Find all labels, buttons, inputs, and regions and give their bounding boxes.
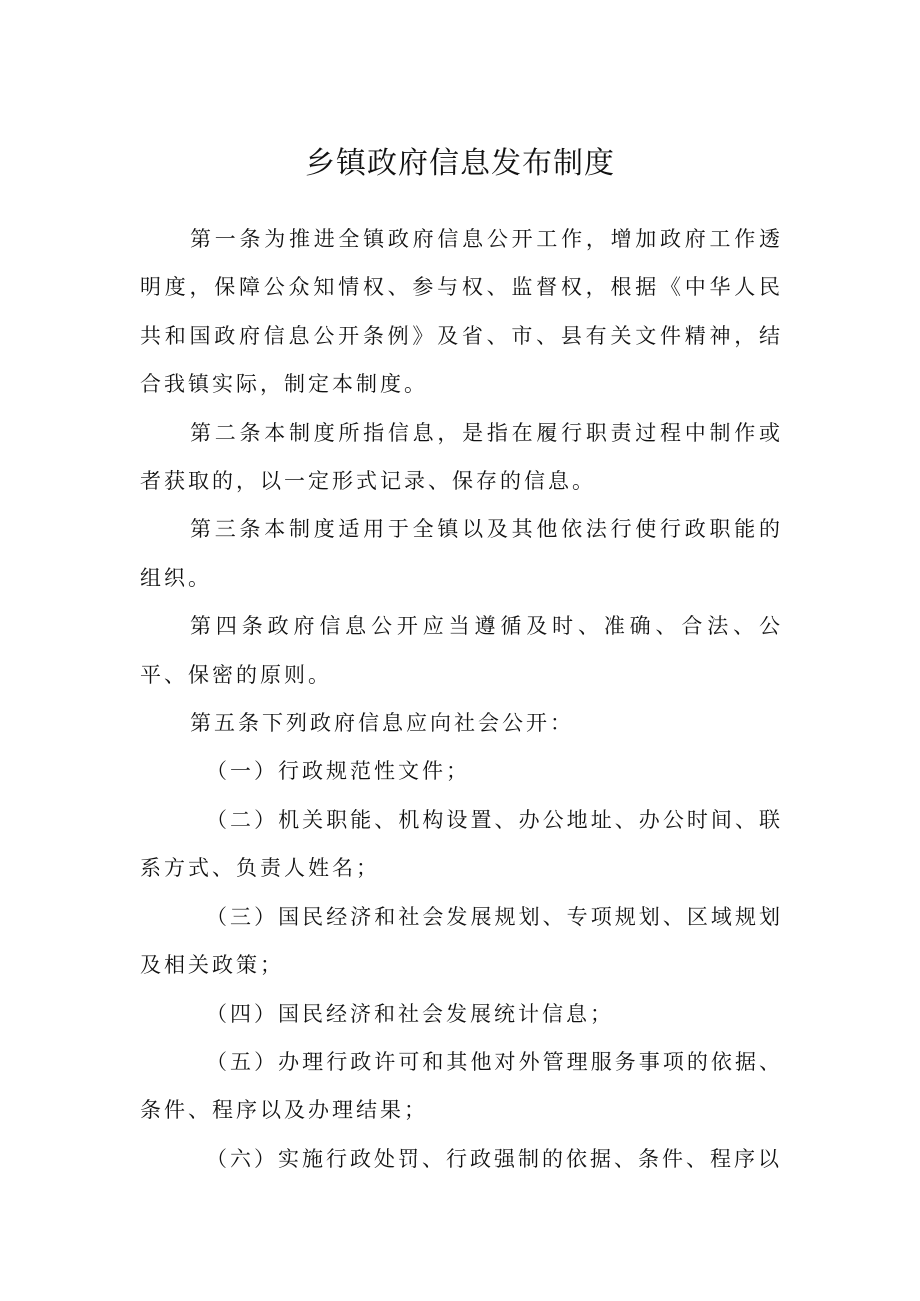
article-5-paragraph: 第五条下列政府信息应向社会公开： [190, 711, 574, 736]
list-item-1: （一）行政规范性文件； [206, 759, 470, 784]
article-2-paragraph: 第二条本制度所指信息，是指在履行职责过程中制作或者获取的，以一定形式记录、保存的信息。 [140, 420, 783, 494]
list-item-6: （六）实施行政处罚、行政强制的依据、条件、程序以 [206, 1146, 782, 1171]
list-item-3: （三）国民经济和社会发展规划、专项规划、区域规划及相关政策； [140, 904, 783, 978]
article-1-paragraph: 第一条为推进全镇政府信息公开工作，增加政府工作透明度，保障公众知情权、参与权、监督权，根据《中华人民共和国政府信息公开条例》及省、市、县有关文件精神，结合我镇实际，制定本制度。 [140, 227, 783, 397]
document-body [140, 215, 783, 1183]
list-item-5: （五）办理行政许可和其他对外管理服务事项的依据、条件、程序以及办理结果； [140, 1049, 783, 1123]
article-4-paragraph: 第四条政府信息公开应当遵循及时、准确、合法、公平、保密的原则。 [140, 614, 783, 687]
document-title: 乡镇政府信息发布制度 [305, 146, 615, 181]
list-item-2: （二）机关职能、机构设置、办公地址、办公时间、联系方式、负责人姓名； [140, 807, 783, 881]
article-3-paragraph: 第三条本制度适用于全镇以及其他依法行使行政职能的组织。 [140, 517, 783, 590]
list-item-4: （四）国民经济和社会发展统计信息； [206, 1001, 614, 1026]
